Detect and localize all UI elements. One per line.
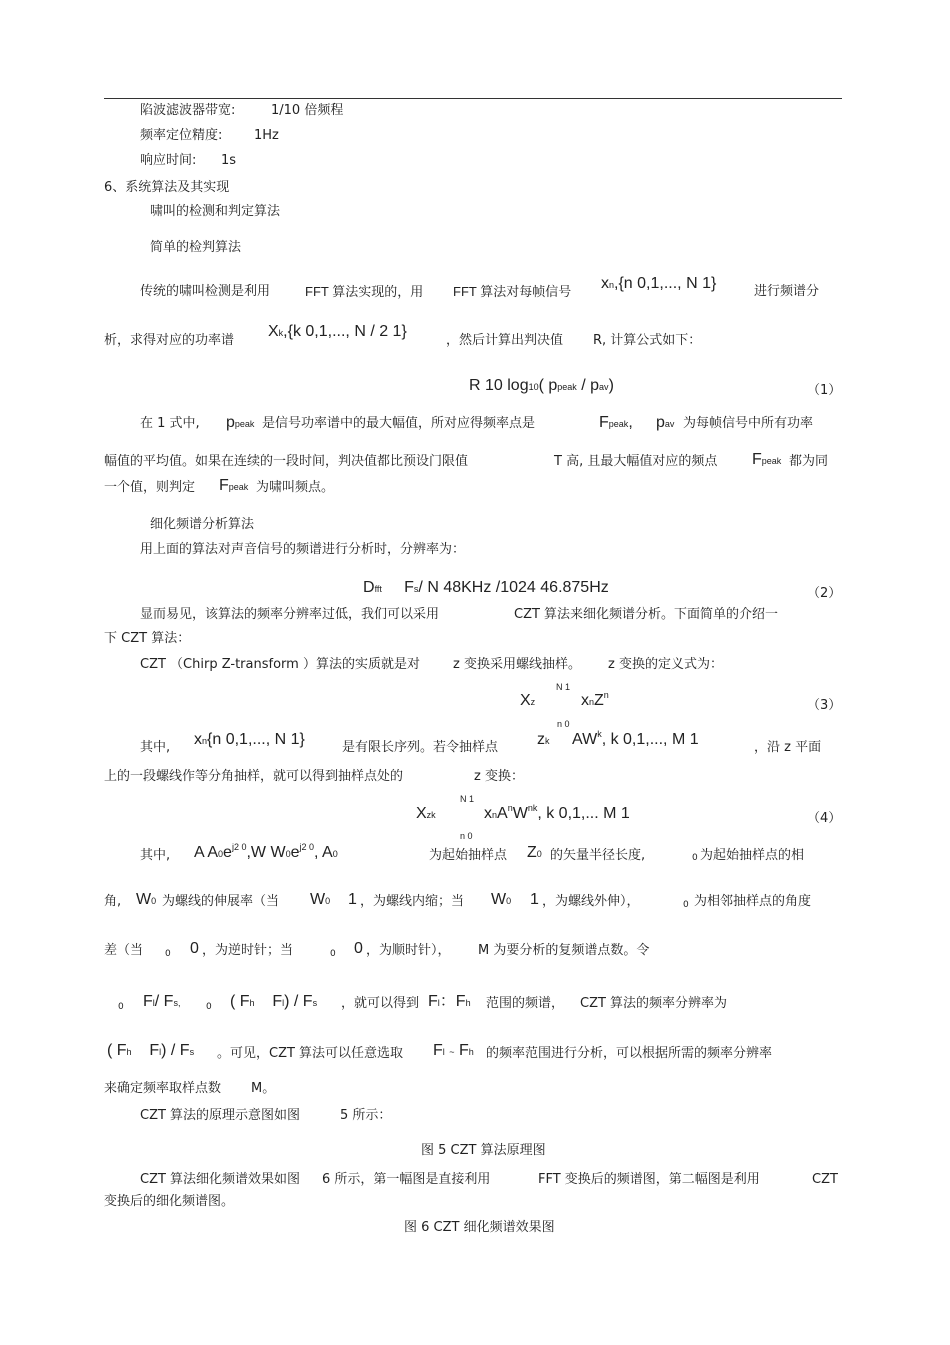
p16-text-n: 的频率范围进行分析，可以根据所需的频率分辨率 [486, 1046, 773, 1061]
p15-text-m: ，就可以得到 [341, 996, 420, 1011]
subheading-refined: 细化频谱分析算法 [150, 517, 255, 532]
p3-ppeak: ppeak [226, 414, 255, 431]
p11-text-b: z 变换： [474, 769, 524, 784]
eq3-sum-bottom: n 0 [557, 719, 570, 729]
p1-text-b: FFT 算法实现的，用 [305, 284, 424, 299]
p5-text-d: 为啸叫频点。 [256, 480, 335, 495]
p15-fl-fs: Fl/ Fs, [143, 993, 181, 1010]
p5-fpeak: Fpeak [219, 477, 249, 494]
p12-z0: Z0 [527, 844, 542, 861]
subheading-simple: 简单的检判算法 [150, 240, 242, 255]
p19-text-a: CZT 算法细化频谱效果如图 [140, 1172, 301, 1187]
eq3-x: Xz [520, 692, 536, 709]
p14-text-g: ，为顺时针）， [366, 943, 451, 958]
equation-1: R 10 log10( ppeak / pav) [469, 377, 614, 394]
equation-4-number: （4） [807, 811, 842, 826]
p13-one: 1 [348, 891, 357, 908]
p13-text-n: 为相邻抽样点的角度 [694, 894, 812, 909]
p8-text: 下 CZT 算法： [104, 631, 191, 646]
p5-text-a: 一个值，则判定 [104, 480, 196, 495]
p10-text-a: 其中, [140, 740, 171, 755]
p15-sub-f: 0 [206, 1002, 212, 1012]
p2-text-f: R, 计算公式如下： [593, 333, 702, 348]
header-rule [104, 98, 842, 99]
p3-pav: pav [656, 414, 675, 431]
eq4-body: $xnA^nW^{nk}$, k 0,1,... M 1 [484, 803, 630, 822]
p13-w0: W0 [136, 891, 157, 908]
p9-text-b: z 变换采用螺线抽样。 [453, 657, 581, 672]
p13-text-h: ，为螺线内缩；当 [360, 894, 465, 909]
eq4-x: Xzk [416, 805, 436, 822]
p1-text-a: 传统的啸叫检测是利用 [140, 284, 271, 299]
p13-text-l: ，为螺线外伸）， [542, 894, 640, 909]
subheading-detection: 啸叫的检测和判定算法 [150, 204, 281, 219]
p4-text-a: 幅值的平均值。如果在连续的一段时间，判决值都比预设门限值 [104, 454, 469, 469]
p19-text-c: FFT 变换后的频谱图，第二幅图是利用 [538, 1172, 760, 1187]
p10-text-e: 是有限长序列。若令抽样点 [342, 740, 499, 755]
p15-range: ( Fh Fl) / Fs [230, 993, 318, 1010]
p16-fl-fh: Fl ~ Fh [433, 1042, 474, 1059]
p15-sub-a: 0 [118, 1002, 124, 1012]
p14-sub-2: 0 [330, 949, 336, 959]
p3-text-d: 是信号功率谱中的最大幅值，所对应得频率点是 [262, 416, 536, 431]
p10-xn: xn{n 0,1,..., N 1} [194, 731, 305, 748]
spec-notch-label: 陷波滤波器带宽: [140, 103, 236, 118]
p10-math: $AW^k$, k 0,1,..., M 1 [572, 729, 699, 748]
p1-text-g: 进行频谱分 [754, 284, 820, 299]
p12-text-a: 其中, [140, 848, 171, 863]
p13-phi-sub: 0 [683, 900, 689, 910]
p14-zero-1: 0 [190, 940, 199, 957]
p4-fpeak: Fpeak [752, 451, 782, 468]
p17-text-b: M。 [251, 1081, 276, 1096]
p2-math: Xk,{k 0,1,..., N / 2 1} [268, 323, 407, 340]
p19-text-d: CZT [812, 1172, 838, 1187]
figure-5-caption: 图 5 CZT 算法原理图 [421, 1143, 546, 1158]
p10-zk: zk [537, 731, 550, 748]
p1-math: xn,{n 0,1,..., N 1} [601, 275, 717, 292]
p2-text-e: ，然后计算出判决值 [446, 333, 564, 348]
p16-text-g: 。可见， [217, 1046, 270, 1061]
p14-text-h: M 为要分析的复频谱点数。令 [478, 943, 650, 958]
eq4-sum-bottom: n 0 [460, 831, 473, 841]
spec-freq-label: 频率定位精度: [140, 128, 223, 143]
p7-text-a: 显而易见，该算法的频率分辨率过低，我们可以采用 [140, 607, 440, 622]
equation-3-number: （3） [807, 698, 842, 713]
p2-text-a: 析，求得对应的功率谱 [104, 333, 235, 348]
p14-text-a: 差（当 [104, 943, 144, 958]
section-title: 6、系统算法及其实现 [104, 180, 230, 195]
p15-text-s: 范围的频谱， [486, 996, 565, 1011]
p14-text-d: ，为逆时针；当 [202, 943, 294, 958]
p12-math: A $A0e^{j2 0},W$ $W0e^{j2 0}$, A0 [194, 842, 338, 861]
p9-text-c: z 变换的定义式为： [608, 657, 723, 672]
eq3-body: xnZ$^n$ [581, 690, 609, 709]
p12-text-q: 为起始抽样点的相 [700, 848, 805, 863]
p13-text-d: 为螺线的伸展率（当 [162, 894, 280, 909]
p16-resolution: ( Fh Fl) / Fs [107, 1042, 195, 1059]
p20-text: 变换后的细化频谱图。 [104, 1194, 235, 1209]
p13-w0-2: W0 [310, 891, 331, 908]
p11-text-a: 上的一段螺线作等分角抽样，就可以得到抽样点处的 [104, 769, 404, 784]
p12-text-o: 的矢量半径长度, [550, 848, 646, 863]
p15-fl-fh: Fl：Fh [428, 993, 471, 1010]
p6-text: 用上面的算法对声音信号的频谱进行分析时，分辨率为： [140, 542, 466, 557]
equation-2-number: （2） [807, 586, 842, 601]
p17-text-a: 来确定频率取样点数 [104, 1081, 222, 1096]
figure-6-caption: 图 6 CZT 细化频谱效果图 [404, 1220, 555, 1235]
p18-text-a: CZT 算法的原理示意图如图 [140, 1108, 301, 1123]
p10-text-k: ，沿 z 平面 [754, 740, 822, 755]
equation-1-number: （1） [807, 383, 842, 398]
p4-text-e: 都为同 [789, 454, 829, 469]
spec-notch-value: 1/10 倍频程 [271, 103, 344, 118]
p13-one-2: 1 [530, 891, 539, 908]
p12-text-l: 为起始抽样点 [429, 848, 508, 863]
p15-text-t: CZT 算法的频率分辨率为 [580, 996, 728, 1011]
p13-w0-3: W0 [491, 891, 512, 908]
p12-theta-sub: 0 [692, 853, 698, 863]
p4-text-b: T 高, 且最大幅值对应的频点 [554, 454, 718, 469]
p3-text-a: 在 1 式中, [140, 416, 200, 431]
p3-text-j: 为每帧信号中所有功率 [683, 416, 814, 431]
eq3-sum-top: N 1 [556, 682, 571, 692]
p18-text-b: 5 所示： [340, 1108, 392, 1123]
p9-text-a: CZT （Chirp Z-transform ）算法的实质就是对 [140, 657, 420, 672]
p19-text-b: 6 所示，第一幅图是直接利用 [322, 1172, 491, 1187]
p1-text-c: FFT 算法对每帧信号 [453, 284, 572, 299]
equation-2: Dfft Fs/ N 48KHz /1024 46.875Hz [363, 579, 609, 596]
p14-zero-2: 0 [354, 940, 363, 957]
spec-freq-value: 1Hz [254, 128, 279, 143]
p3-fpeak: Fpeak, [599, 414, 633, 431]
spec-resp-label: 响应时间: [140, 153, 197, 168]
p14-sub-1: 0 [165, 949, 171, 959]
p13-text-a: 角, [104, 894, 122, 909]
p7-text-b: CZT 算法来细化频谱分析。下面简单的介绍一 [514, 607, 779, 622]
spec-resp-value: 1s [221, 153, 237, 168]
p16-text-h: CZT 算法可以任意选取 [269, 1046, 404, 1061]
eq4-sum-top: N 1 [460, 794, 475, 804]
